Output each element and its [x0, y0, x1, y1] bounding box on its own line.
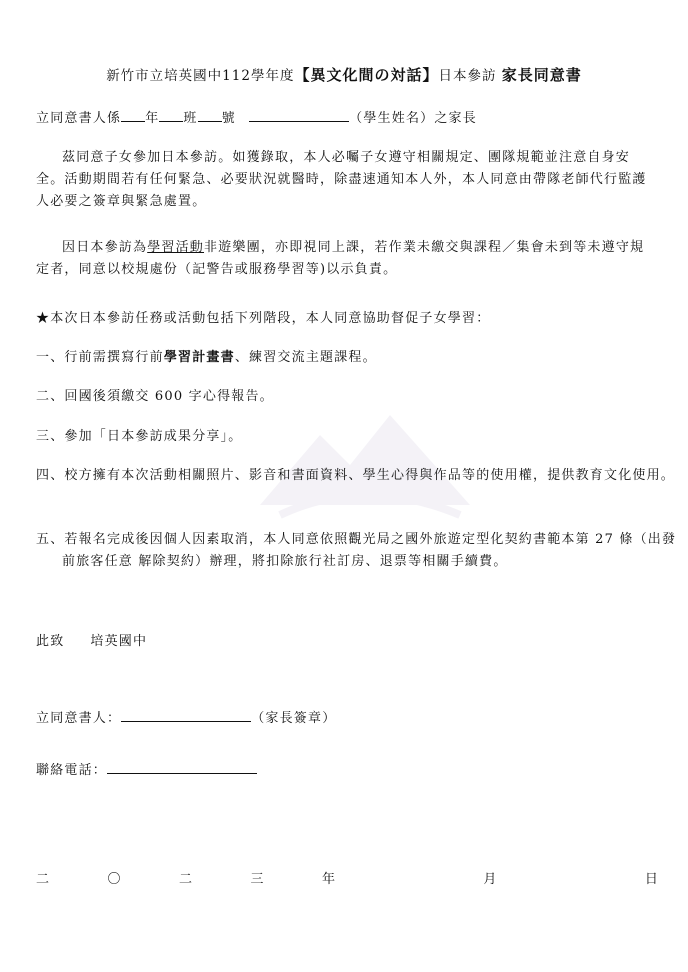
phone-line	[36, 759, 656, 782]
list-item-4: 四、校方擁有本次活動相關照片、影音和書面資料、學生心得與作品等的使用權，提供教育文化使用。	[36, 468, 676, 483]
item1-before: 一、行前需撰寫行前	[36, 350, 164, 365]
para2-before: 因日本參訪為	[62, 240, 148, 255]
date-char: 年	[321, 872, 335, 887]
closing-line	[36, 631, 656, 653]
closing-school: 培英國中	[90, 634, 148, 649]
list-item-1	[36, 347, 656, 369]
consent-paragraph-2	[36, 237, 656, 281]
title-middle: 日本參訪	[438, 68, 502, 84]
document-title	[0, 64, 688, 85]
date-char: 二	[178, 872, 192, 887]
date-row	[36, 868, 658, 887]
student-name-blank[interactable]	[249, 107, 349, 122]
intro-text-4: 號	[221, 111, 242, 126]
date-char: 月	[483, 872, 497, 887]
phone-blank[interactable]	[107, 759, 257, 774]
date-char: 二	[36, 872, 50, 887]
watermark-logo	[250, 395, 480, 525]
grade-blank[interactable]	[121, 107, 145, 122]
signature-label: 立同意書人：	[36, 711, 122, 726]
activity-stages-intro: ★本次日本參訪任務或活動包括下列階段，本人同意協助督促子女學習：	[36, 311, 491, 326]
para2-after: 非遊樂團，亦即視同上課，若作業未繳交與課程／集會未到等未遵守規定者，同意以校規處份（記警告或服務學習等)以示負責。	[36, 240, 645, 277]
item1-bold: 學習計畫書	[163, 350, 235, 365]
list-item-3: 三、參加「日本參訪成果分享」。	[36, 429, 243, 444]
intro-text-5: （學生姓名）之家長	[349, 111, 477, 126]
intro-text-3: 班	[183, 111, 198, 126]
consent-paragraph-1: 茲同意子女參加日本參訪。如獲錄取，本人必囑子女遵守相關規定、團隊規範並注意自身安全。活動期間若有任何緊急、必要狀況就醫時，除盡速通知本人外，本人同意由帶隊老師代行監護人必要之簽章與緊急處置。	[36, 150, 647, 209]
title-bold-suffix: 家長同意書	[501, 66, 582, 84]
list-item-2: 二、回國後須繳交 600 字心得報告。	[36, 389, 274, 404]
title-prefix: 新竹市立培英國中112學年度	[106, 68, 295, 84]
signature-line	[36, 707, 656, 730]
title-bold-part: 【異文化間の対話】	[294, 66, 439, 84]
signature-note: （家長簽章）	[251, 711, 337, 726]
seat-number-blank[interactable]	[198, 107, 222, 122]
signature-blank[interactable]	[121, 707, 251, 722]
intro-line	[36, 107, 656, 130]
phone-label: 聯絡電話：	[36, 763, 108, 778]
closing-to: 此致	[36, 634, 65, 649]
item1-after: 、練習交流主題課程。	[234, 350, 377, 365]
intro-text-1: 立同意書人係	[36, 111, 122, 126]
para2-underlined: 學習活動	[147, 240, 205, 255]
class-blank[interactable]	[159, 107, 183, 122]
date-char: 〇	[107, 872, 121, 887]
intro-text-2: 年	[145, 111, 160, 126]
date-char: 三	[250, 872, 264, 887]
date-char: 日	[644, 872, 658, 887]
list-item-5: 五、若報名完成後因個人因素取消，本人同意依照觀光局之國外旅遊定型化契約書範本第 27 條（出發前旅客任意 解除契約）辦理，將扣除旅行社訂房、退票等相關手續費。	[36, 532, 677, 569]
